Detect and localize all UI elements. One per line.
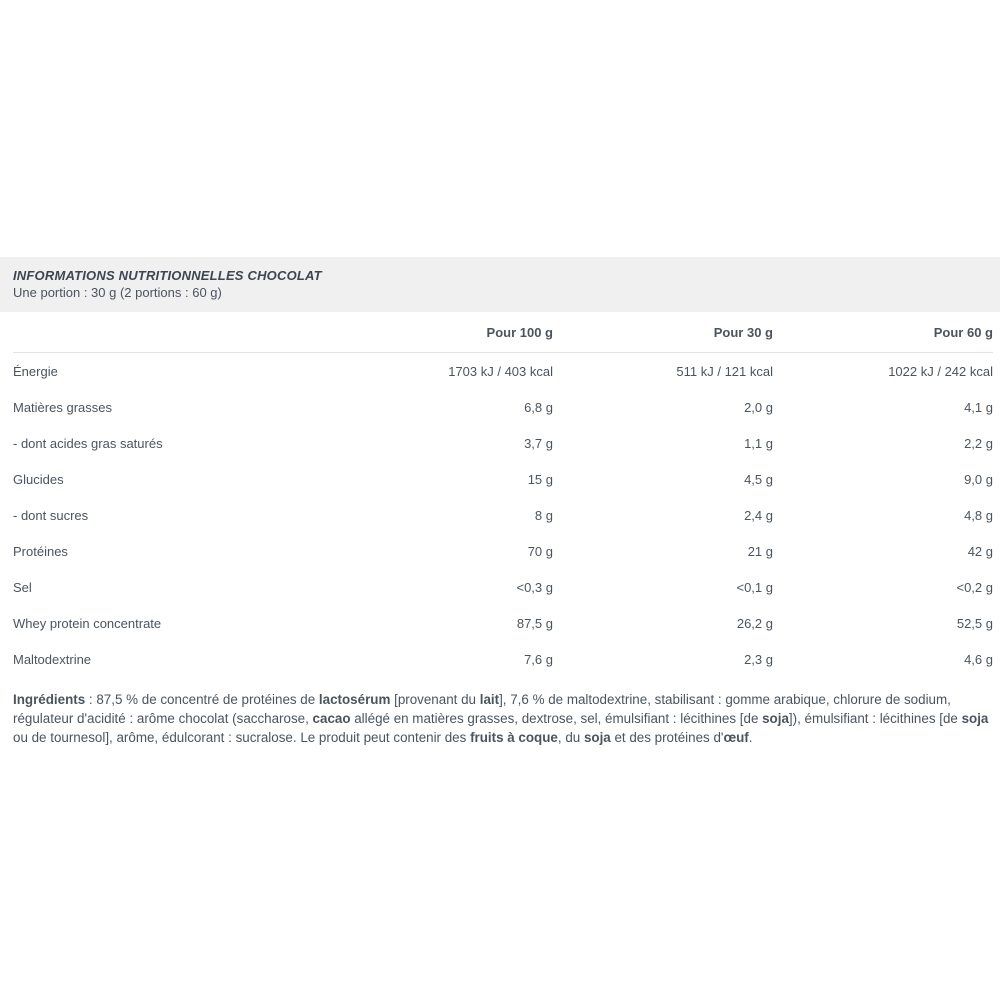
table-row-matieres-grasses	[13, 389, 993, 425]
cell-label: Maltodextrine	[13, 651, 92, 667]
ingredients-text: ], 7,6 % de maltodextrine, stabilisant : gomme arabique, chlorure de sodium, régulateur d'acidité : arôme chocolat (saccharose,	[13, 692, 951, 726]
nutrition-title: INFORMATIONS NUTRITIONNELLES CHOCOLAT	[13, 268, 322, 283]
cell-per-60g: <0,2 g	[956, 579, 993, 595]
cell-per-100g: 15 g	[527, 471, 553, 487]
table-row-acides-gras-satures	[13, 425, 993, 461]
ingredients-text: allégé en matières grasses, dextrose, sel, émulsifiant : lécithines [de	[350, 711, 763, 726]
cell-label: Glucides	[13, 471, 64, 487]
ingredients-text: ]), émulsifiant : lécithines [de	[788, 711, 962, 726]
ingredients-text: .	[748, 730, 753, 745]
portion-info: Une portion : 30 g (2 portions : 60 g)	[13, 285, 222, 300]
cell-per-60g: 42 g	[967, 543, 993, 559]
ingredients-paragraph	[13, 690, 995, 747]
cell-per-60g: 52,5 g	[956, 615, 993, 631]
ingredients-text: [provenant du	[390, 692, 480, 707]
cell-label: Matières grasses	[13, 399, 112, 415]
table-header-row	[13, 312, 993, 353]
cell-per-60g: 2,2 g	[964, 435, 993, 451]
cell-per-60g: 4,1 g	[964, 399, 993, 415]
cell-label: Protéines	[13, 543, 68, 559]
nutrition-header-band	[0, 257, 1000, 312]
cell-per-100g: 3,7 g	[524, 435, 553, 451]
cell-per-30g: 1,1 g	[744, 435, 773, 451]
cell-per-30g: 4,5 g	[744, 471, 773, 487]
cell-per-30g: 2,4 g	[744, 507, 773, 523]
cell-per-100g: 8 g	[534, 507, 553, 523]
ingredients-text: : 87,5 % de concentré de protéines de	[85, 692, 319, 707]
cell-per-60g: 4,6 g	[964, 651, 993, 667]
allergen-lactoserum: lactosérum	[318, 692, 391, 707]
column-header-per-100g: Pour 100 g	[333, 312, 553, 353]
table-row-energie	[13, 353, 993, 390]
allergen-lait: lait	[479, 692, 500, 707]
cell-per-30g: 21 g	[747, 543, 773, 559]
column-header-per-60g: Pour 60 g	[773, 312, 993, 353]
cell-per-30g: 2,0 g	[744, 399, 773, 415]
allergen-soja-3: soja	[583, 730, 611, 745]
cell-per-100g: 7,6 g	[524, 651, 553, 667]
cell-per-60g: 4,8 g	[964, 507, 993, 523]
column-header-empty	[13, 312, 333, 353]
table-row-sucres	[13, 497, 993, 533]
cell-per-30g: 26,2 g	[736, 615, 773, 631]
cell-per-30g: <0,1 g	[736, 579, 773, 595]
cell-per-30g: 511 kJ / 121 kcal	[676, 363, 773, 379]
ingredients-text: et des protéines d'	[610, 730, 724, 745]
cell-per-100g: 1703 kJ / 403 kcal	[448, 363, 553, 379]
cell-per-100g: <0,3 g	[516, 579, 553, 595]
table-row-glucides	[13, 461, 993, 497]
allergen-fruits-a-coque: fruits à coque	[470, 730, 558, 745]
cell-label: Énergie	[13, 363, 58, 379]
table-row-whey-protein-concentrate	[13, 605, 993, 641]
table-row-maltodextrine	[13, 641, 993, 677]
ingredient-cacao: cacao	[312, 711, 351, 726]
ingredients-label: Ingrédients	[13, 692, 86, 707]
allergen-soja-1: soja	[762, 711, 789, 726]
table-row-proteines	[13, 533, 993, 569]
ingredients-text: ou de tournesol], arôme, édulcorant : sucralose. Le produit peut contenir des	[13, 730, 471, 745]
nutrition-table	[13, 312, 993, 677]
cell-label: - dont sucres	[13, 507, 89, 523]
cell-per-30g: 2,3 g	[744, 651, 773, 667]
column-header-per-30g: Pour 30 g	[553, 312, 773, 353]
cell-label: - dont acides gras saturés	[13, 435, 163, 451]
cell-per-100g: 87,5 g	[516, 615, 553, 631]
allergen-soja-2: soja	[961, 711, 989, 726]
cell-per-60g: 9,0 g	[964, 471, 993, 487]
ingredients-text: , du	[557, 730, 584, 745]
cell-label: Sel	[13, 579, 32, 595]
allergen-oeuf: œuf	[723, 730, 749, 745]
cell-per-100g: 70 g	[527, 543, 553, 559]
top-whitespace	[0, 0, 1000, 257]
cell-per-60g: 1022 kJ / 242 kcal	[888, 363, 993, 379]
cell-per-100g: 6,8 g	[524, 399, 553, 415]
cell-label: Whey protein concentrate	[13, 615, 162, 631]
table-row-sel	[13, 569, 993, 605]
